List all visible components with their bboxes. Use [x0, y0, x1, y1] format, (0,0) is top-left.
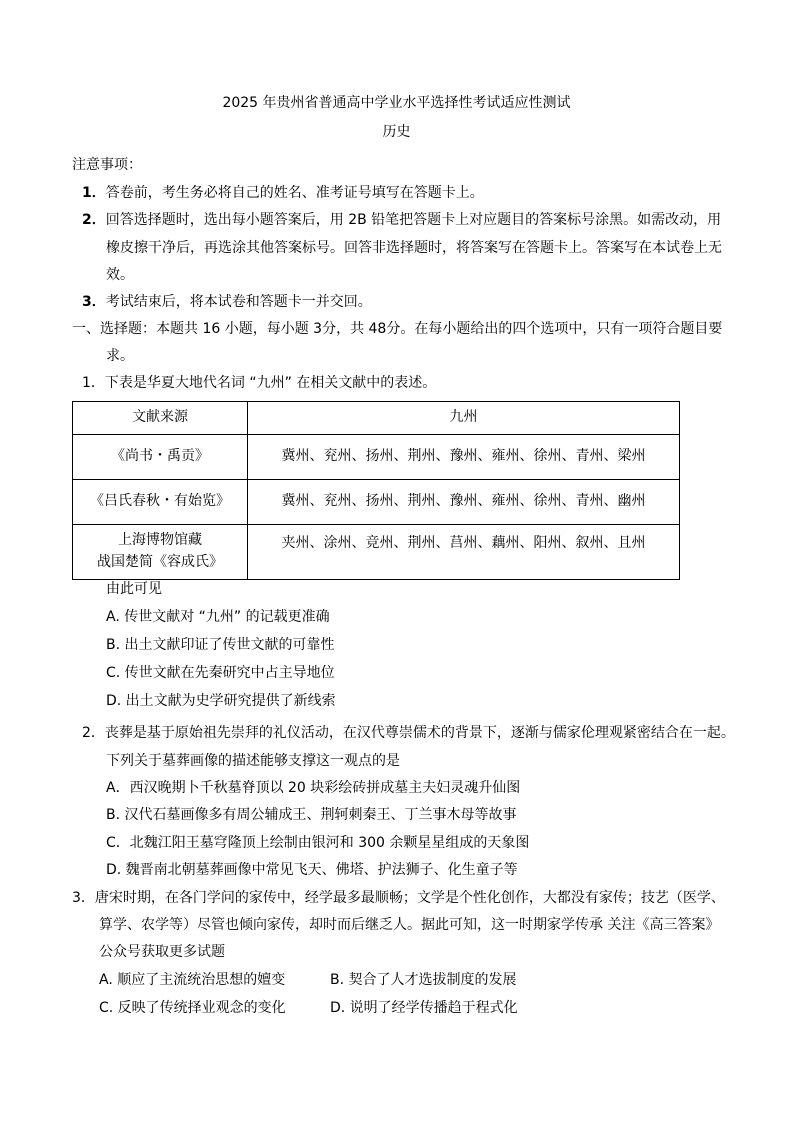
notice-item-text: 考试结束后，将本试卷和答题卡一并交回。 [105, 294, 372, 310]
question-3-stem-line-2: 算学、农学等）尽管也倾向家传，却时而后继乏人。据此可知，这一时期家学传承 关注《高三答案》 [99, 917, 720, 933]
notice-item-text: 答卷前，考生务必将自己的姓名、准考证号填写在答题卡上。 [105, 185, 484, 201]
question-1-follow: 由此可见 [106, 581, 162, 597]
table-header-row [73, 402, 680, 435]
sources-table [72, 401, 680, 580]
notice-heading: 注意事项： [72, 157, 142, 173]
question-1-option-d: D. 出土文献为史学研究提供了新线索 [106, 693, 336, 709]
notice-item-number: 3． [82, 294, 106, 310]
question-2-option-b: B. 汉代石墓画像多有周公辅成王、荆轲刺秦王、丁兰事木母等故事 [106, 807, 517, 823]
question-3-stem: 3．唐宋时期，在各门学问的家传中，经学最多最顺畅；文学是个性化创作，大都没有家传；技艺（医学、 [72, 890, 725, 906]
exam-title: 2025 年贵州省普通高中学业水平选择性考试适应性测试 [222, 95, 571, 111]
table-header-provinces: 九州 [248, 402, 680, 435]
table-cell-source-line-1: 上海博物馆藏 [118, 532, 202, 549]
question-3-option-a: A. 顺应了主流统治思想的嬗变 [99, 972, 286, 988]
table-cell-source: 《尚书・禹贡》 [73, 435, 248, 480]
question-2-option-c: C．北魏江阳王墓穹隆顶上绘制由银河和 300 余颗星星组成的天象图 [106, 835, 530, 851]
question-2-stem: 2．丧葬是基于原始祖先崇拜的礼仪活动，在汉代尊崇儒术的背景下，逐渐与儒家伦理观紧密结合在一起。 [82, 725, 735, 741]
table-row [73, 525, 680, 580]
section-heading-line-2: 求。 [106, 348, 134, 364]
notice-item-3 [82, 295, 372, 309]
notice-item-2-line-2: 橡皮擦干净后，再选涂其他答案标号。回答非选择题时，将答案写在答题卡上。答案写在本试卷上无 [106, 240, 722, 256]
table-cell-provinces: 冀州、兖州、扬州、荆州、豫州、雍州、徐州、青州、梁州 [248, 435, 680, 480]
question-2-stem-line-2: 下列关于墓葬画像的描述能够支撑这一观点的是 [106, 753, 400, 769]
table-cell-provinces: 冀州、兖州、扬州、荆州、豫州、雍州、徐州、青州、幽州 [248, 480, 680, 525]
table-cell-source [73, 525, 248, 580]
question-1-option-a: A. 传世文献对 “九州” 的记载更准确 [106, 609, 330, 625]
question-1-stem: 1．下表是华夏大地代名词 “九州” 在相关文献中的表述。 [82, 375, 437, 391]
table-cell-source: 《吕氏春秋・有始览》 [73, 480, 248, 525]
question-3-option-b: B. 契合了人才选拔制度的发展 [330, 972, 517, 988]
notice-item-2 [82, 213, 721, 227]
notice-item-number: 2． [82, 212, 106, 228]
question-2-option-d: D. 魏晋南北朝墓葬画像中常见飞天、佛塔、护法狮子、化生童子等 [106, 862, 518, 878]
question-1-option-b: B. 出土文献印证了传世文献的可靠性 [106, 637, 335, 653]
table-row [73, 435, 680, 480]
question-1-option-c: C. 传世文献在先秦研究中占主导地位 [106, 665, 335, 681]
question-2-option-a: A．西汉晚期卜千秋墓脊顶以 20 块彩绘砖拼成墓主夫妇灵魂升仙图 [106, 780, 521, 796]
question-3-stem-line-3: 公众号获取更多试题 [99, 944, 225, 960]
notice-item-1 [82, 186, 484, 200]
notice-item-number: 1． [82, 185, 106, 201]
question-3-option-d: D. 说明了经学传播趋于程式化 [330, 1000, 518, 1016]
notice-item-2-line-3: 效。 [106, 267, 134, 283]
table-cell-source-line-2: 战国楚简《容成氏》 [97, 554, 223, 570]
table-cell-provinces: 夹州、涂州、竞州、荆州、莒州、藕州、阳州、叙州、且州 [248, 525, 680, 580]
subject-title: 历史 [382, 124, 411, 140]
notice-item-text: 回答选择题时，选出每小题答案后，用 2B 铅笔把答题卡上对应题目的答案标号涂黑。如需改动，用 [105, 212, 722, 228]
table-row [73, 480, 680, 525]
table-header-source: 文献来源 [73, 402, 248, 435]
section-heading: 一、选择题：本题共 16 小题，每小题 3分，共 48分。在每小题给出的四个选项中，只有一项符合题目要 [72, 321, 723, 337]
question-3-option-c: C. 反映了传统择业观念的变化 [99, 1000, 286, 1016]
